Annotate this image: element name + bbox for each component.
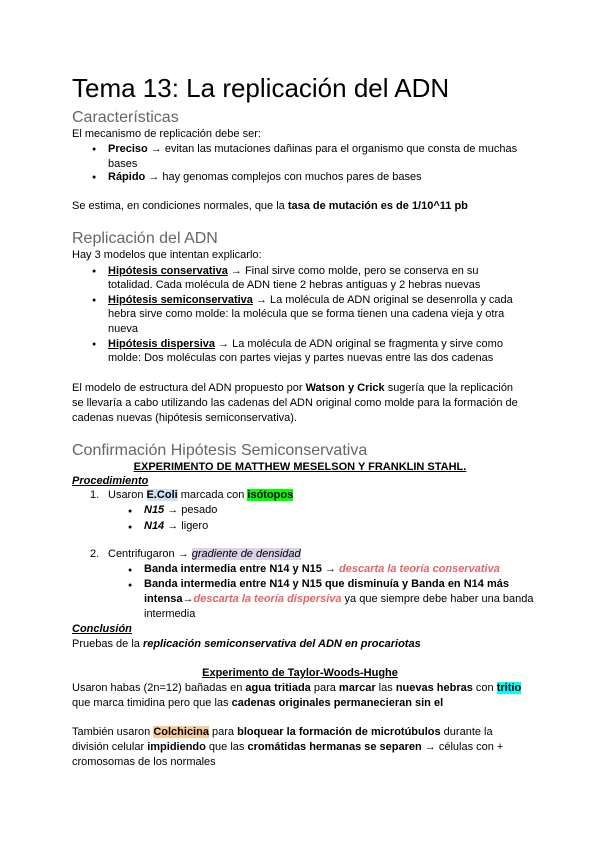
list-item: Banda intermedia entre N14 y N15 que disminuía y Banda en N14 más	[144, 578, 509, 590]
paragraph-intro-1: El mecanismo de replicación debe ser:	[72, 128, 261, 140]
conclusion-text: Pruebas de la replicación semiconservativa del ADN en procariotas	[72, 638, 421, 650]
step-2: Centrifugaron → gradiente de densidad	[108, 548, 301, 560]
bullet-icon	[92, 341, 100, 349]
list-item: Hipótesis semiconservativa → La molécula de ADN original se desenrolla y cada	[108, 294, 513, 306]
list-item: Hipótesis conservativa → Final sirve como molde, pero se conserva en su	[108, 265, 479, 277]
paragraph-colchicina-cont: división celular impidiendo que las cromátidas hermanas se separen → células con +	[72, 741, 504, 753]
bullet-icon	[128, 582, 136, 590]
paragraph-taylor-cont: que marca timidina pero que las cadenas originales permanecieran sin el	[72, 697, 444, 709]
heading-caracteristicas: Características	[72, 109, 179, 126]
paragraph-rate: Se estima, en condiciones normales, que la tasa de mutación es de 1/10^11 pb	[72, 200, 468, 212]
list-item-cont: hebra sirve como molde: la molécula que se forma tienen una cadena vieja y otra	[108, 308, 505, 320]
bullet-icon	[92, 174, 100, 182]
page-title: Tema 13: La replicación del ADN	[72, 73, 450, 103]
list-item-cont: nueva	[108, 323, 138, 335]
conclusion-label: Conclusión	[72, 623, 132, 635]
procedure-label: Procedimiento	[72, 475, 149, 487]
list-item: Rápido → hay genomas complejos con muchos pares de bases	[108, 171, 422, 183]
step-number: 1.	[90, 489, 100, 501]
paragraph-model-cont: cadenas nuevas (hipótesis semiconservativa).	[72, 412, 298, 424]
step-number: 2.	[90, 548, 100, 560]
list-item-cont: intensa→descarta la teoría dispersiva ya que siempre debe haber una banda	[144, 593, 534, 605]
bullet-icon	[128, 567, 136, 575]
paragraph-model-cont: se llevaría a cabo utilizando las cadenas del ADN original como molde para la formación de	[72, 397, 518, 409]
list-item-cont: totalidad. Cada molécula de ADN tiene 2 hebras antiguas y 2 hebras nuevas	[108, 279, 481, 291]
list-item: N14 → ligero	[144, 520, 209, 532]
list-item: Banda intermedia entre N14 y N15 → descarta la teoría conservativa	[144, 563, 500, 575]
paragraph-colchicina: También usaron Colchicina para bloquear la formación de microtúbulos durante la	[72, 726, 493, 738]
list-item: N15 → pesado	[144, 504, 218, 516]
list-item: Hipótesis dispersiva → La molécula de ADN original se fragmenta y sirve como	[108, 338, 503, 350]
paragraph-taylor: Usaron habas (2n=12) bañadas en agua tritiada para marcar las nuevas hebras con tritio	[72, 682, 522, 694]
experiment-title: EXPERIMENTO DE MATTHEW MESELSON Y FRANKLIN STAHL.	[133, 461, 467, 473]
heading-confirmacion: Confirmación Hipótesis Semiconservativa	[72, 442, 368, 459]
list-item-cont: molde: Dos moléculas con partes viejas y partes nuevas entre las dos cadenas	[108, 352, 494, 364]
experiment-2-title: Experimento de Taylor-Woods-Hughe	[202, 667, 398, 679]
bullet-icon	[92, 268, 100, 276]
list-item-cont: bases	[108, 158, 138, 170]
bullet-icon	[92, 146, 100, 154]
bullet-icon	[92, 297, 100, 305]
paragraph-intro-2: Hay 3 modelos que intentan explicarlo:	[72, 249, 262, 261]
bullet-icon	[128, 524, 136, 532]
list-item-cont: intermedia	[144, 608, 196, 620]
list-item: Preciso → evitan las mutaciones dañinas para el organismo que consta de muchas	[108, 143, 518, 155]
heading-replicacion: Replicación del ADN	[72, 230, 218, 247]
paragraph-model: El modelo de estructura del ADN propuesto por Watson y Crick sugería que la replicación	[72, 382, 514, 394]
step-1: Usaron E.Coli marcada con isótopos	[108, 489, 294, 501]
paragraph-colchicina-cont: cromosomas de los normales	[72, 756, 216, 768]
bullet-icon	[128, 508, 136, 516]
